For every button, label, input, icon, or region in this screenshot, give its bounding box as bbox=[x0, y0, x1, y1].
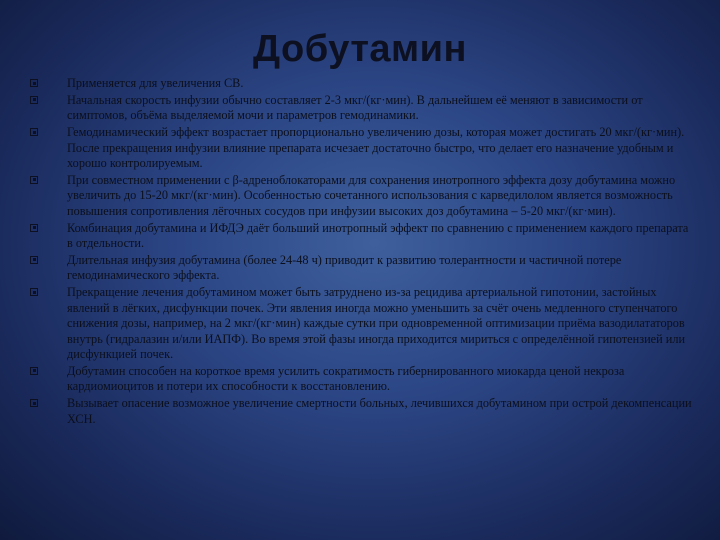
bullet-item bbox=[30, 285, 696, 362]
bullet-item bbox=[30, 364, 696, 395]
bullet-item bbox=[30, 396, 696, 427]
bullet-text: Применяется для увеличения СВ. bbox=[67, 76, 244, 90]
bullet-item bbox=[30, 221, 696, 252]
square-bullet-icon bbox=[30, 256, 38, 264]
bullet-text: Начальная скорость инфузии обычно составляет 2-3 мкг/(кг·мин). В дальнейшем её меняют в зависимости от симптомов, объёма выделяемой мочи и параметров гемодинамики. bbox=[67, 92, 643, 123]
square-bullet-icon bbox=[30, 367, 38, 375]
bullet-text: Вызывает опасение возможное увеличение смертности больных, лечившихся добутамином при острой декомпенсации ХСН. bbox=[67, 396, 692, 426]
square-bullet-icon bbox=[30, 288, 38, 296]
bullet-item bbox=[30, 125, 696, 171]
bullet-text: Прекращение лечения добутамином может быть затруднено из-за рецидива артериальной гипотонии, застойных явлений в лёгких, дисфункции почек. Эти явления иногда можно уменьшить за счёт очень медленного ступенчатого снижения дозы, например, на 2 мкг/(кг·мин) каждые сутки при одновременной оптимизации приёма вазодилататоров внутрь (гидралазин и/или ИАПФ). Во время этой фазы иногда приходится мириться с определённой гипотензией или дисфункцией почек. bbox=[67, 285, 686, 361]
bullet-list bbox=[30, 76, 696, 428]
bullet-item bbox=[30, 93, 696, 124]
bullet-item bbox=[30, 76, 696, 91]
bullet-text: Добутамин способен на короткое время усилить сократимость гибернированного миокарда ценой некроза кардиомиоцитов и потери их способности к восстановлению. bbox=[67, 363, 625, 394]
bullet-text: Гемодинамический эффект возрастает пропорционально увеличению дозы, которая может достигать 20 мкг/(кг·мин). После прекращения инфузии влияние препарата исчезает достаточно быстро, что делает его назначение удобным и хорошо контролируемым. bbox=[67, 125, 685, 171]
bullet-item bbox=[30, 253, 696, 284]
bullet-item bbox=[30, 173, 696, 219]
slide-title: Добутамин bbox=[253, 28, 467, 70]
square-bullet-icon bbox=[30, 96, 38, 104]
bullet-text: Комбинация добутамина и ИФДЭ даёт больший инотропный эффект по сравнению с применением каждого препарата в отдельности. bbox=[67, 220, 689, 251]
square-bullet-icon bbox=[30, 176, 38, 184]
square-bullet-icon bbox=[30, 224, 38, 232]
bullet-text: При совместном применении с β-адреноблокаторами для сохранения инотропного эффекта дозу добутамина можно увеличить до 15-20 мкг/(кг·мин). Особенностью сочетанного использования с карведилолом является возможность повышения сопротивления лёгочных сосудов при инфузии высоких доз добутамина – 5-20 мкг/(кг·мин). bbox=[67, 172, 676, 218]
square-bullet-icon bbox=[30, 399, 38, 407]
square-bullet-icon bbox=[30, 128, 38, 136]
square-bullet-icon bbox=[30, 79, 38, 87]
bullet-text: Длительная инфузия добутамина (более 24-48 ч) приводит к развитию толерантности и частичной потере гемодинамического эффекта. bbox=[67, 252, 622, 283]
